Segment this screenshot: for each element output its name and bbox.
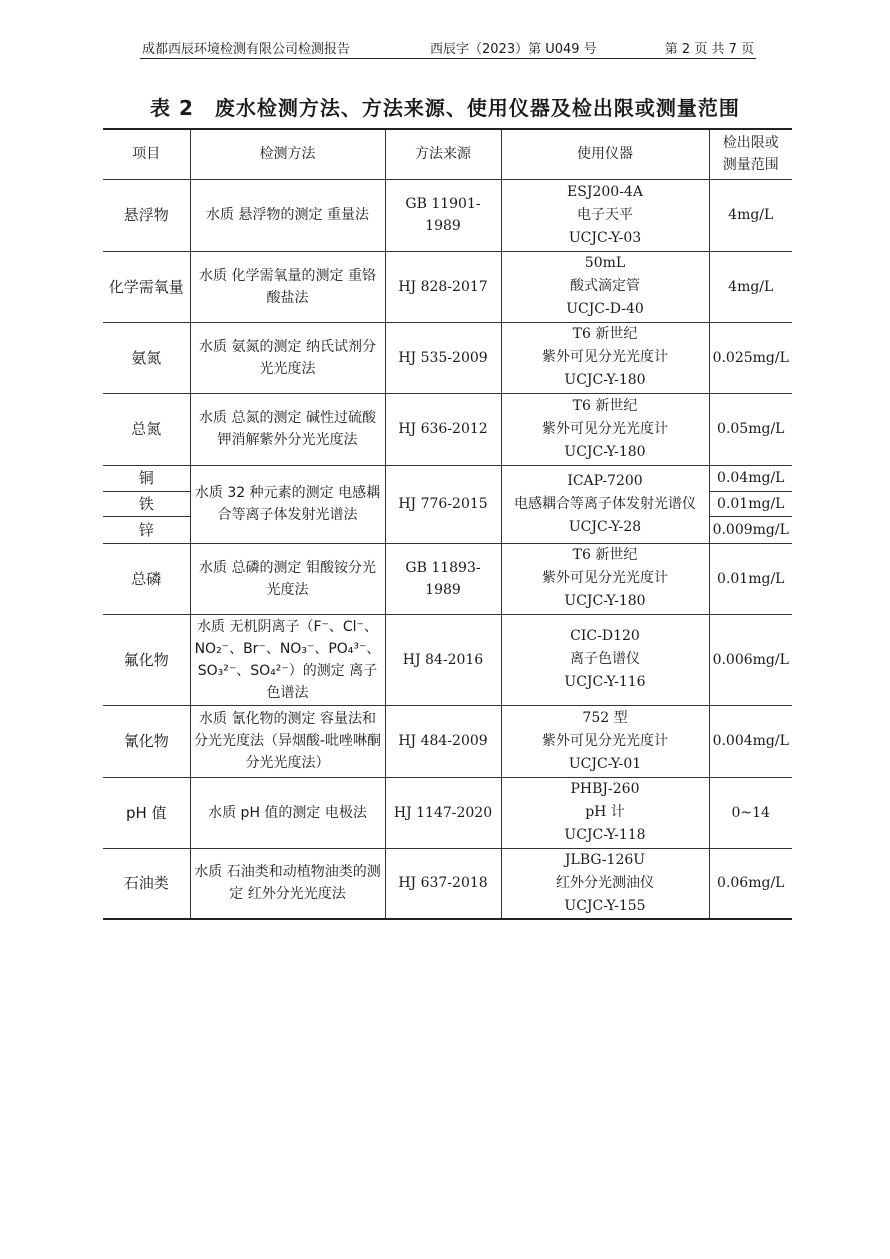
- row-source: HJ 636-2012: [385, 393, 501, 465]
- instrument-id: UCJC-Y-118: [564, 827, 646, 843]
- row-limit: 4mg/L: [709, 251, 792, 322]
- instrument-name: 紫外可见分光光度计: [542, 732, 668, 749]
- row-item: 总磷: [103, 543, 190, 614]
- row-instrument: [501, 179, 709, 251]
- header-report-number: 西辰字（2023）第 U049 号: [430, 42, 597, 57]
- row-item: 氨氮: [103, 322, 190, 393]
- row-limit: 0~14: [709, 777, 792, 848]
- table-title: 表 2 废水检测方法、方法来源、使用仪器及检出限或测量范围: [150, 96, 740, 120]
- row-limit: 0.025mg/L: [709, 322, 792, 393]
- row-method: 水质 总氮的测定 碱性过硫酸钾消解紫外分光光度法: [190, 393, 385, 465]
- row-item: 悬浮物: [103, 179, 190, 251]
- row-instrument: [501, 705, 709, 777]
- row-item: 氰化物: [103, 705, 190, 777]
- row-method: 水质 石油类和动植物油类的测定 红外分光光度法: [190, 848, 385, 919]
- instrument-name: 紫外可见分光光度计: [542, 420, 668, 437]
- table-row: [103, 543, 792, 614]
- header-page-number: 第 2 页 共 7 页: [664, 42, 754, 57]
- instrument-name: pH 计: [585, 804, 625, 820]
- header-company: 成都西辰环境检测有限公司检测报告: [142, 42, 351, 57]
- instrument-model: 50mL: [584, 255, 626, 271]
- instrument-id: UCJC-Y-116: [564, 674, 646, 690]
- instrument-name: 红外分光测油仪: [556, 874, 654, 891]
- row-limit: 0.06mg/L: [709, 848, 792, 919]
- row-item-iron: 铁: [103, 491, 190, 516]
- row-limit: 0.05mg/L: [709, 393, 792, 465]
- row-instrument: [501, 614, 709, 705]
- instrument-model: ICAP-7200: [567, 472, 643, 489]
- row-limit-iron: 0.01mg/L: [709, 491, 792, 516]
- header-limit: [709, 129, 792, 179]
- table-row: [103, 848, 792, 919]
- instrument-model: T6 新世纪: [572, 397, 638, 414]
- row-limit: 4mg/L: [709, 179, 792, 251]
- row-instrument: [501, 848, 709, 919]
- header-instrument: 使用仪器: [501, 129, 709, 179]
- instrument-name: 酸式滴定管: [570, 278, 640, 294]
- row-limit-zinc: 0.009mg/L: [709, 516, 792, 543]
- row-item: 总氮: [103, 393, 190, 465]
- instrument-name: 离子色谱仪: [570, 651, 640, 667]
- instrument-id: UCJC-Y-180: [564, 593, 646, 609]
- row-method: 水质 氨氮的测定 纳氏试剂分光光度法: [190, 322, 385, 393]
- instrument-name: 电感耦合等离子体发射光谱仪: [514, 495, 696, 512]
- instrument-name: 电子天平: [577, 206, 633, 223]
- header-limit-line1: 检出限或: [722, 135, 779, 152]
- instrument-model: T6 新世纪: [572, 547, 638, 563]
- row-item-zinc: 锌: [103, 516, 190, 543]
- instrument-id: UCJC-Y-01: [568, 755, 642, 772]
- row-item: pH 值: [103, 777, 190, 848]
- instrument-model: 752 型: [582, 709, 628, 726]
- instrument-id: UCJC-Y-180: [564, 443, 646, 460]
- instrument-model: ESJ200-4A: [567, 183, 643, 200]
- header-limit-line2: 测量范围: [722, 157, 779, 174]
- row-source: HJ 776-2015: [385, 465, 501, 543]
- instrument-id: UCJC-Y-180: [564, 372, 646, 388]
- row-item-copper: 铜: [103, 465, 190, 491]
- row-instrument: [501, 777, 709, 848]
- row-method: 水质 总磷的测定 钼酸铵分光光度法: [190, 543, 385, 614]
- row-limit: 0.004mg/L: [709, 705, 792, 777]
- row-source: HJ 484-2009: [385, 705, 501, 777]
- row-method: 水质 pH 值的测定 电极法: [190, 777, 385, 848]
- table-row: [103, 465, 792, 491]
- row-limit: 0.006mg/L: [709, 614, 792, 705]
- instrument-id: UCJC-D-40: [566, 301, 644, 317]
- instrument-id: UCJC-Y-28: [568, 518, 642, 535]
- row-source: GB 11901-1989: [385, 179, 501, 251]
- table-header-row: [103, 129, 792, 179]
- table-row: [103, 322, 792, 393]
- row-source: HJ 828-2017: [385, 251, 501, 322]
- row-item: 氟化物: [103, 614, 190, 705]
- row-source: HJ 84-2016: [385, 614, 501, 705]
- instrument-model: T6 新世纪: [572, 326, 638, 342]
- instrument-name: 紫外可见分光光度计: [542, 349, 668, 365]
- header-source: 方法来源: [385, 129, 501, 179]
- row-source: HJ 1147-2020: [385, 777, 501, 848]
- table-row: [103, 251, 792, 322]
- row-method: 水质 32 种元素的测定 电感耦合等离子体发射光谱法: [190, 465, 385, 543]
- header-method: 检测方法: [190, 129, 385, 179]
- row-limit-copper: 0.04mg/L: [709, 465, 792, 491]
- row-instrument: [501, 465, 709, 543]
- table-row: [103, 614, 792, 705]
- row-instrument: [501, 322, 709, 393]
- table-row: [103, 705, 792, 777]
- instrument-model: PHBJ-260: [570, 781, 640, 797]
- row-method: 水质 无机阴离子（F⁻、Cl⁻、NO₂⁻、Br⁻、NO₃⁻、PO₄³⁻、SO₃²⁻、SO₄²⁻）的测定 离子色谱法: [190, 614, 385, 705]
- row-source: HJ 637-2018: [385, 848, 501, 919]
- row-method: 水质 悬浮物的测定 重量法: [190, 179, 385, 251]
- row-limit: 0.01mg/L: [709, 543, 792, 614]
- row-instrument: [501, 543, 709, 614]
- row-source: GB 11893-1989: [385, 543, 501, 614]
- page-header: [140, 36, 756, 59]
- instrument-name: 紫外可见分光光度计: [542, 570, 668, 586]
- row-source: HJ 535-2009: [385, 322, 501, 393]
- method-table: [103, 128, 792, 920]
- table-row: [103, 777, 792, 848]
- row-method: 水质 化学需氧量的测定 重铬酸盐法: [190, 251, 385, 322]
- row-instrument: [501, 393, 709, 465]
- row-method: 水质 氰化物的测定 容量法和分光光度法（异烟酸-吡唑啉酮分光光度法）: [190, 705, 385, 777]
- row-item: 化学需氧量: [103, 251, 190, 322]
- row-item: 石油类: [103, 848, 190, 919]
- instrument-id: UCJC-Y-03: [568, 229, 642, 246]
- instrument-id: UCJC-Y-155: [564, 897, 646, 914]
- row-instrument: [501, 251, 709, 322]
- header-item: 项目: [103, 129, 190, 179]
- table-row: [103, 393, 792, 465]
- table-row: [103, 179, 792, 251]
- instrument-model: JLBG-126U: [564, 851, 646, 868]
- instrument-model: CIC-D120: [570, 628, 640, 644]
